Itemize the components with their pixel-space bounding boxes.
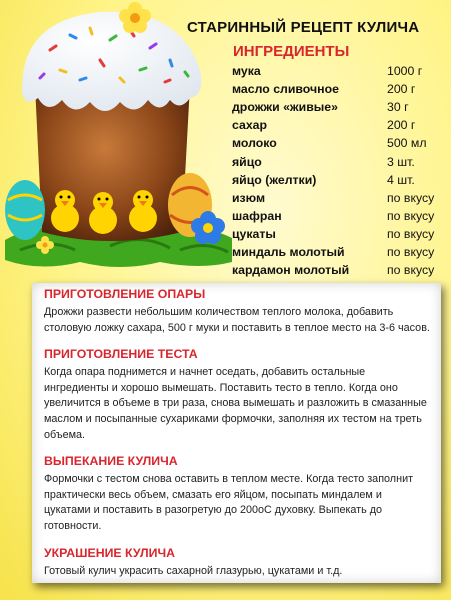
section-body: Формочки с тестом снова оставить в теплом месте. Когда тесто заполнит практически весь объем, смазать его яйцом, посыпать миндалем и цукатами и поставить в разогретую до 200оС духовку. Выпекать до готовности. — [44, 473, 414, 532]
ingredient-row — [232, 207, 447, 225]
ingredient-name: яйцо — [232, 154, 262, 169]
ingredient-row — [232, 134, 447, 152]
ingredient-name: мука — [232, 64, 261, 79]
ingredient-name: цукаты — [232, 226, 276, 241]
ingredient-qty: по вкусу — [387, 244, 435, 259]
ingredient-qty: 4 шт. — [387, 172, 415, 187]
ingredient-row — [232, 261, 447, 279]
ingredient-name: миндаль молотый — [232, 244, 345, 259]
section-baking — [44, 454, 431, 534]
ingredient-row — [232, 189, 447, 207]
ingredient-qty: 3 шт. — [387, 154, 415, 169]
ingredient-row — [232, 152, 447, 170]
ingredient-name: шафран — [232, 208, 282, 223]
section-body: Готовый кулич украсить сахарной глазурью, цукатами и т.д. — [44, 564, 343, 577]
section-title: УКРАШЕНИЕ КУЛИЧА — [44, 545, 176, 560]
ingredient-row — [232, 62, 447, 80]
ingredient-qty: 1000 г — [387, 64, 423, 79]
ingredient-name: кардамон молотый — [232, 263, 350, 278]
ingredients-list — [232, 62, 447, 297]
ingredient-row — [232, 171, 447, 189]
ingredient-qty: 30 г — [387, 100, 409, 115]
ingredient-name: молоко — [232, 136, 277, 151]
ingredient-name: масло сливочное — [232, 82, 339, 97]
ingredient-qty: по вкусу — [387, 226, 435, 241]
ingredient-row — [232, 98, 447, 116]
kulich-illustration — [0, 0, 235, 275]
ingredient-qty: по вкусу — [387, 208, 435, 223]
section-body: Дрожжи развести небольшим количеством теплого молока, добавить столовую ложку сахара, 500 г муки и поставить в теплое место на 3-6 часов. — [44, 306, 430, 334]
ingredient-row — [232, 80, 447, 98]
ingredient-name: дрожжи «живые» — [232, 100, 338, 115]
section-title: ПРИГОТОВЛЕНИЕ ТЕСТА — [44, 347, 198, 362]
section-title: ПРИГОТОВЛЕНИЕ ОПАРЫ — [44, 287, 206, 301]
ingredient-name: яйцо (желтки) — [232, 172, 317, 187]
instructions-card — [32, 283, 441, 583]
ingredient-row — [232, 243, 447, 261]
ingredient-qty: 200 г — [387, 118, 416, 133]
ingredient-name: сахар — [232, 118, 268, 133]
ingredient-qty: 500 мл — [387, 136, 427, 151]
ingredient-qty: 200 г — [387, 82, 416, 97]
section-opara — [44, 287, 431, 336]
ingredient-name: изюм — [232, 190, 266, 205]
section-body: Когда опара поднимется и начнет оседать, добавить остальные ингредиенты и хорошо вымешать. Поставить тесто в тепло. Когда оно увеличится в объеме в три раза, снова вымешать и разложить в смазанные маслом и посыпанные сухариками формочки, заполняя их тестом на треть объема. — [44, 366, 427, 441]
section-decoration — [44, 546, 431, 580]
page-title: СТАРИННЫЙ РЕЦЕПТ КУЛИЧА — [187, 19, 420, 36]
ingredient-qty: по вкусу — [387, 263, 435, 278]
section-dough — [44, 347, 431, 443]
section-title: ВЫПЕКАНИЕ КУЛИЧА — [44, 454, 178, 469]
ingredient-qty: по вкусу — [387, 190, 435, 205]
ingredients-heading: ИНГРЕДИЕНТЫ — [233, 43, 350, 60]
ingredient-row — [232, 225, 447, 243]
ingredient-row — [232, 116, 447, 134]
